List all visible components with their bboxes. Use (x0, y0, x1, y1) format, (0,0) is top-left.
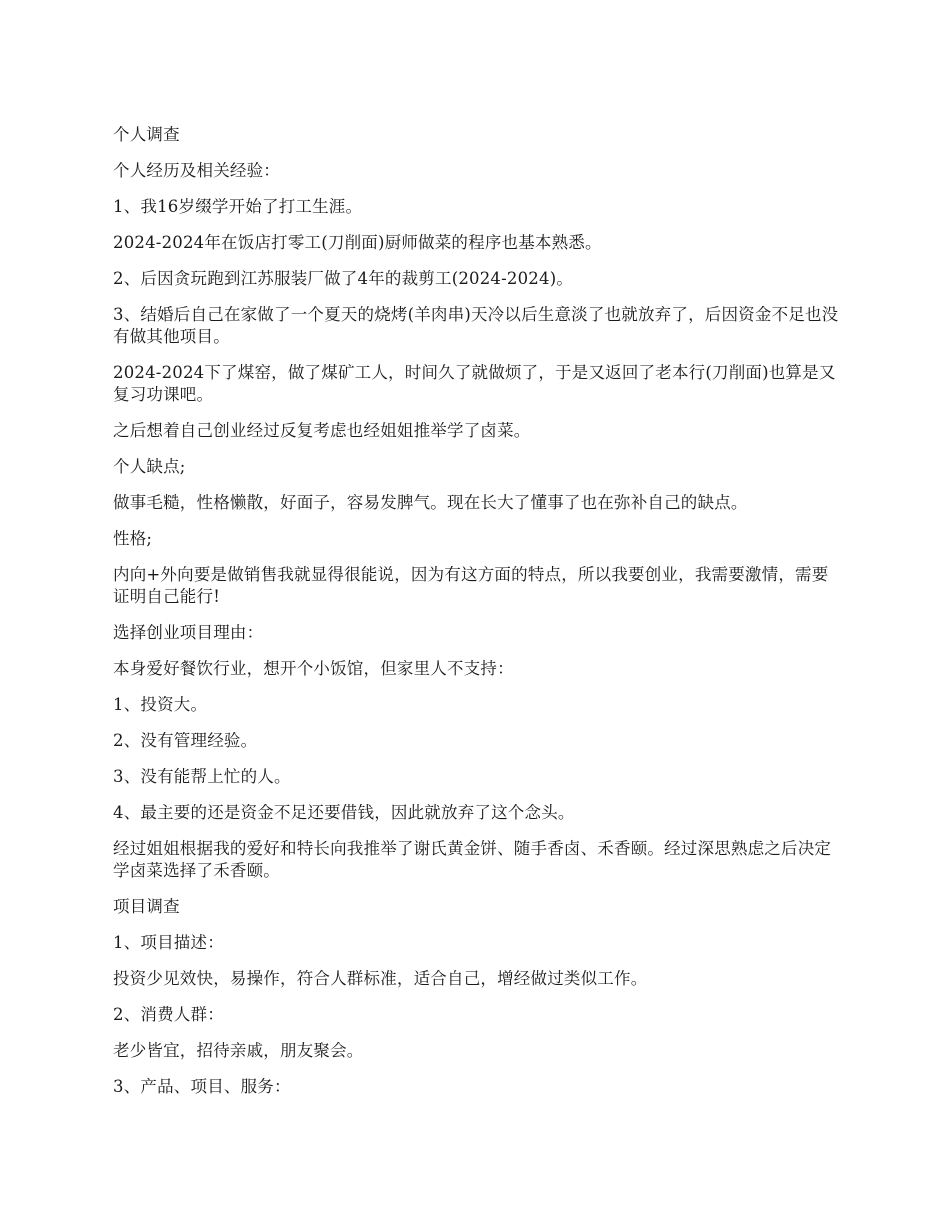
document-body (113, 124, 840, 1112)
list-item: 1、项目描述： (113, 933, 224, 952)
paragraph: 经过姐姐根据我的爱好和特长向我推举了谢氏黄金饼、随手香卤、禾香颐。经过深思熟虑之后决定学卤菜选择了禾香颐。 (113, 839, 832, 880)
list-item: 2、没有管理经验。 (113, 731, 258, 750)
paragraph: 3、结婚后自己在家做了一个夏天的烧烤(羊肉串)天冷以后生意淡了也就放弃了，后因资金不足也没有做其他项目。 (113, 305, 839, 346)
list-item: 2、消费人群： (113, 1005, 224, 1024)
paragraph: 之后想着自己创业经过反复考虑也经姐姐推举学了卤菜。 (113, 421, 531, 440)
list-item: 1、投资大。 (113, 695, 208, 714)
section-heading: 性格; (113, 529, 153, 548)
section-title: 个人调查 (113, 125, 180, 144)
paragraph: 内向+外向要是做销售我就显得很能说，因为有这方面的特点，所以我要创业，我需要激情，需要证明自己能行! (113, 565, 829, 606)
list-item: 3、产品、项目、服务： (113, 1077, 291, 1096)
paragraph: 做事毛糙，性格懒散，好面子，容易发脾气。现在长大了懂事了也在弥补自己的缺点。 (113, 493, 748, 512)
list-item: 4、最主要的还是资金不足还要借钱，因此就放弃了这个念头。 (113, 803, 575, 822)
section-heading: 选择创业项目理由： (113, 623, 264, 642)
paragraph: 本身爱好餐饮行业，想开个小饭馆，但家里人不支持： (113, 659, 514, 678)
paragraph: 老少皆宜，招待亲戚，朋友聚会。 (113, 1041, 364, 1060)
paragraph: 2、后因贪玩跑到江苏服装厂做了4年的裁剪工(2024-2024)。 (113, 269, 574, 288)
section-heading: 个人缺点; (113, 457, 186, 476)
list-item: 3、没有能帮上忙的人。 (113, 767, 291, 786)
paragraph: 个人经历及相关经验： (113, 161, 280, 180)
paragraph: 投资少见效快，易操作，符合人群标准，适合自己，增经做过类似工作。 (113, 969, 648, 988)
paragraph: 2024-2024下了煤窑，做了煤矿工人，时间久了就做烦了，于是又返回了老本行(刀削面)也算是又复习功课吧。 (113, 363, 836, 404)
paragraph: 2024-2024年在饭店打零工(刀削面)厨师做菜的程序也基本熟悉。 (113, 233, 602, 252)
section-title: 项目调查 (113, 897, 180, 916)
paragraph: 1、我16岁缀学开始了打工生涯。 (113, 197, 363, 216)
